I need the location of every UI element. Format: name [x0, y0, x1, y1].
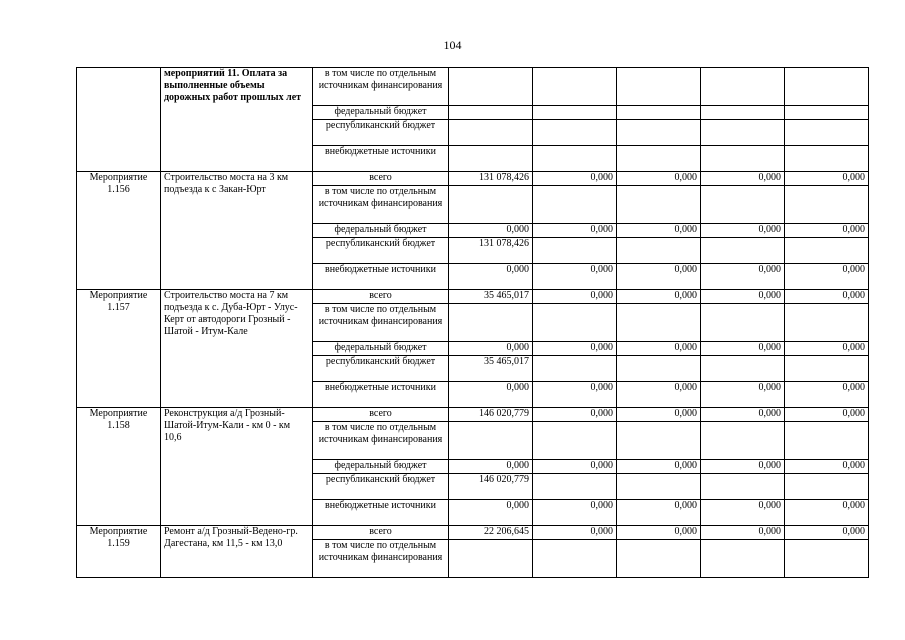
- event-id: Мероприятие 1.156: [77, 172, 161, 290]
- amount-cell: 0,000: [785, 342, 869, 356]
- amount-cell: [701, 238, 785, 264]
- funding-source: в том числе по отдельным источникам финансирования: [313, 304, 449, 342]
- amount-cell: 0,000: [617, 290, 701, 304]
- amount-cell: 0,000: [617, 460, 701, 474]
- table-row: [77, 172, 869, 186]
- amount-cell: [785, 474, 869, 500]
- amount-cell: 0,000: [785, 224, 869, 238]
- funding-source: республиканский бюджет: [313, 356, 449, 382]
- amount-cell: 0,000: [785, 408, 869, 422]
- amount-cell: [449, 186, 533, 224]
- amount-cell: [701, 146, 785, 172]
- amount-cell: [617, 106, 701, 120]
- amount-cell: [533, 474, 617, 500]
- amount-cell: 0,000: [785, 264, 869, 290]
- amount-cell: [701, 422, 785, 460]
- event-id: [77, 68, 161, 172]
- amount-cell: [701, 68, 785, 106]
- amount-cell: 0,000: [533, 172, 617, 186]
- amount-cell: 0,000: [701, 382, 785, 408]
- funding-source: всего: [313, 408, 449, 422]
- amount-cell: [701, 356, 785, 382]
- funding-source: всего: [313, 526, 449, 540]
- amount-cell: 0,000: [701, 172, 785, 186]
- amount-cell: 0,000: [701, 290, 785, 304]
- amount-cell: [785, 356, 869, 382]
- amount-cell: 0,000: [785, 290, 869, 304]
- amount-cell: 0,000: [785, 526, 869, 540]
- funding-source: в том числе по отдельным источникам финансирования: [313, 68, 449, 106]
- amount-cell: 0,000: [449, 342, 533, 356]
- amount-cell: 0,000: [617, 526, 701, 540]
- amount-cell: [701, 540, 785, 578]
- amount-cell: [449, 106, 533, 120]
- event-name: Строительство моста на 7 км подъезда к с. Дуба-Юрт - Улус-Керт от автодороги Грозный - Шатой - Итум-Кале: [161, 290, 313, 408]
- amount-cell: 0,000: [617, 342, 701, 356]
- amount-cell: 0,000: [785, 500, 869, 526]
- table-row: [77, 290, 869, 304]
- funding-source: республиканский бюджет: [313, 474, 449, 500]
- funding-source: федеральный бюджет: [313, 342, 449, 356]
- funding-source: республиканский бюджет: [313, 120, 449, 146]
- amount-cell: 0,000: [701, 460, 785, 474]
- amount-cell: 0,000: [533, 382, 617, 408]
- amount-cell: 0,000: [449, 460, 533, 474]
- funding-source: республиканский бюджет: [313, 238, 449, 264]
- amount-cell: 0,000: [701, 408, 785, 422]
- event-id: Мероприятие 1.158: [77, 408, 161, 526]
- amount-cell: 0,000: [449, 382, 533, 408]
- event-name: Ремонт а/д Грозный-Ведено-гр. Дагестана, км 11,5 - км 13,0: [161, 526, 313, 578]
- amount-cell: 0,000: [449, 264, 533, 290]
- amount-cell: [533, 120, 617, 146]
- funding-source: внебюджетные источники: [313, 500, 449, 526]
- amount-cell: [701, 304, 785, 342]
- amount-cell: [449, 422, 533, 460]
- amount-cell: 0,000: [449, 224, 533, 238]
- event-id: Мероприятие 1.159: [77, 526, 161, 578]
- table-body: [77, 68, 869, 578]
- amount-cell: [533, 238, 617, 264]
- amount-cell: 0,000: [617, 264, 701, 290]
- amount-cell: 0,000: [785, 382, 869, 408]
- amount-cell: 35 465,017: [449, 290, 533, 304]
- funding-source: в том числе по отдельным источникам финансирования: [313, 186, 449, 224]
- amount-cell: [785, 238, 869, 264]
- amount-cell: [617, 474, 701, 500]
- funding-source: внебюджетные источники: [313, 382, 449, 408]
- amount-cell: 131 078,426: [449, 238, 533, 264]
- event-name: мероприятий 11. Оплата за выполненные объемы дорожных работ прошлых лет: [161, 68, 313, 172]
- amount-cell: 0,000: [701, 224, 785, 238]
- amount-cell: [617, 120, 701, 146]
- amount-cell: [785, 68, 869, 106]
- amount-cell: 0,000: [785, 460, 869, 474]
- funding-source: в том числе по отдельным источникам финансирования: [313, 540, 449, 578]
- amount-cell: [785, 422, 869, 460]
- amount-cell: [449, 540, 533, 578]
- amount-cell: [617, 540, 701, 578]
- funding-source: федеральный бюджет: [313, 224, 449, 238]
- amount-cell: 0,000: [533, 526, 617, 540]
- amount-cell: [533, 68, 617, 106]
- amount-cell: [449, 120, 533, 146]
- amount-cell: [785, 106, 869, 120]
- table-row: [77, 68, 869, 106]
- amount-cell: 0,000: [533, 460, 617, 474]
- amount-cell: 0,000: [449, 500, 533, 526]
- funding-source: внебюджетные источники: [313, 264, 449, 290]
- funding-source: в том числе по отдельным источникам финансирования: [313, 422, 449, 460]
- amount-cell: [701, 120, 785, 146]
- amount-cell: 0,000: [701, 264, 785, 290]
- amount-cell: 131 078,426: [449, 172, 533, 186]
- amount-cell: [785, 304, 869, 342]
- amount-cell: [785, 540, 869, 578]
- event-id: Мероприятие 1.157: [77, 290, 161, 408]
- amount-cell: 0,000: [533, 264, 617, 290]
- page-number: 104: [443, 38, 462, 52]
- amount-cell: 0,000: [617, 408, 701, 422]
- amount-cell: 0,000: [617, 382, 701, 408]
- amount-cell: [533, 540, 617, 578]
- funding-source: внебюджетные источники: [313, 146, 449, 172]
- amount-cell: 0,000: [701, 342, 785, 356]
- table-row: [77, 408, 869, 422]
- amount-cell: 22 206,645: [449, 526, 533, 540]
- table-row: [77, 526, 869, 540]
- amount-cell: [617, 238, 701, 264]
- amount-cell: 146 020,779: [449, 408, 533, 422]
- amount-cell: [701, 474, 785, 500]
- amount-cell: 0,000: [533, 342, 617, 356]
- amount-cell: 146 020,779: [449, 474, 533, 500]
- amount-cell: [617, 186, 701, 224]
- amount-cell: [617, 68, 701, 106]
- amount-cell: 0,000: [785, 172, 869, 186]
- funding-source: всего: [313, 172, 449, 186]
- amount-cell: [533, 422, 617, 460]
- amount-cell: [785, 146, 869, 172]
- amount-cell: [617, 304, 701, 342]
- amount-cell: 0,000: [533, 290, 617, 304]
- amount-cell: [617, 146, 701, 172]
- amount-cell: 0,000: [533, 500, 617, 526]
- amount-cell: [617, 356, 701, 382]
- funding-source: федеральный бюджет: [313, 460, 449, 474]
- funding-source: федеральный бюджет: [313, 106, 449, 120]
- amount-cell: [617, 422, 701, 460]
- amount-cell: [785, 186, 869, 224]
- amount-cell: [701, 186, 785, 224]
- budget-table: [76, 67, 869, 578]
- amount-cell: [533, 356, 617, 382]
- amount-cell: 0,000: [617, 224, 701, 238]
- amount-cell: [533, 304, 617, 342]
- amount-cell: 0,000: [533, 224, 617, 238]
- amount-cell: 0,000: [701, 526, 785, 540]
- amount-cell: [449, 68, 533, 106]
- amount-cell: [533, 146, 617, 172]
- amount-cell: 0,000: [617, 172, 701, 186]
- amount-cell: [449, 146, 533, 172]
- event-name: Реконструкция а/д Грозный-Шатой-Итум-Кали - км 0 - км 10,6: [161, 408, 313, 526]
- amount-cell: [701, 106, 785, 120]
- amount-cell: 0,000: [701, 500, 785, 526]
- funding-source: всего: [313, 290, 449, 304]
- amount-cell: 0,000: [533, 408, 617, 422]
- amount-cell: [449, 304, 533, 342]
- amount-cell: [785, 120, 869, 146]
- amount-cell: 35 465,017: [449, 356, 533, 382]
- amount-cell: 0,000: [617, 500, 701, 526]
- amount-cell: [533, 186, 617, 224]
- amount-cell: [533, 106, 617, 120]
- event-name: Строительство моста на 3 км подъезда к с Закан-Юрт: [161, 172, 313, 290]
